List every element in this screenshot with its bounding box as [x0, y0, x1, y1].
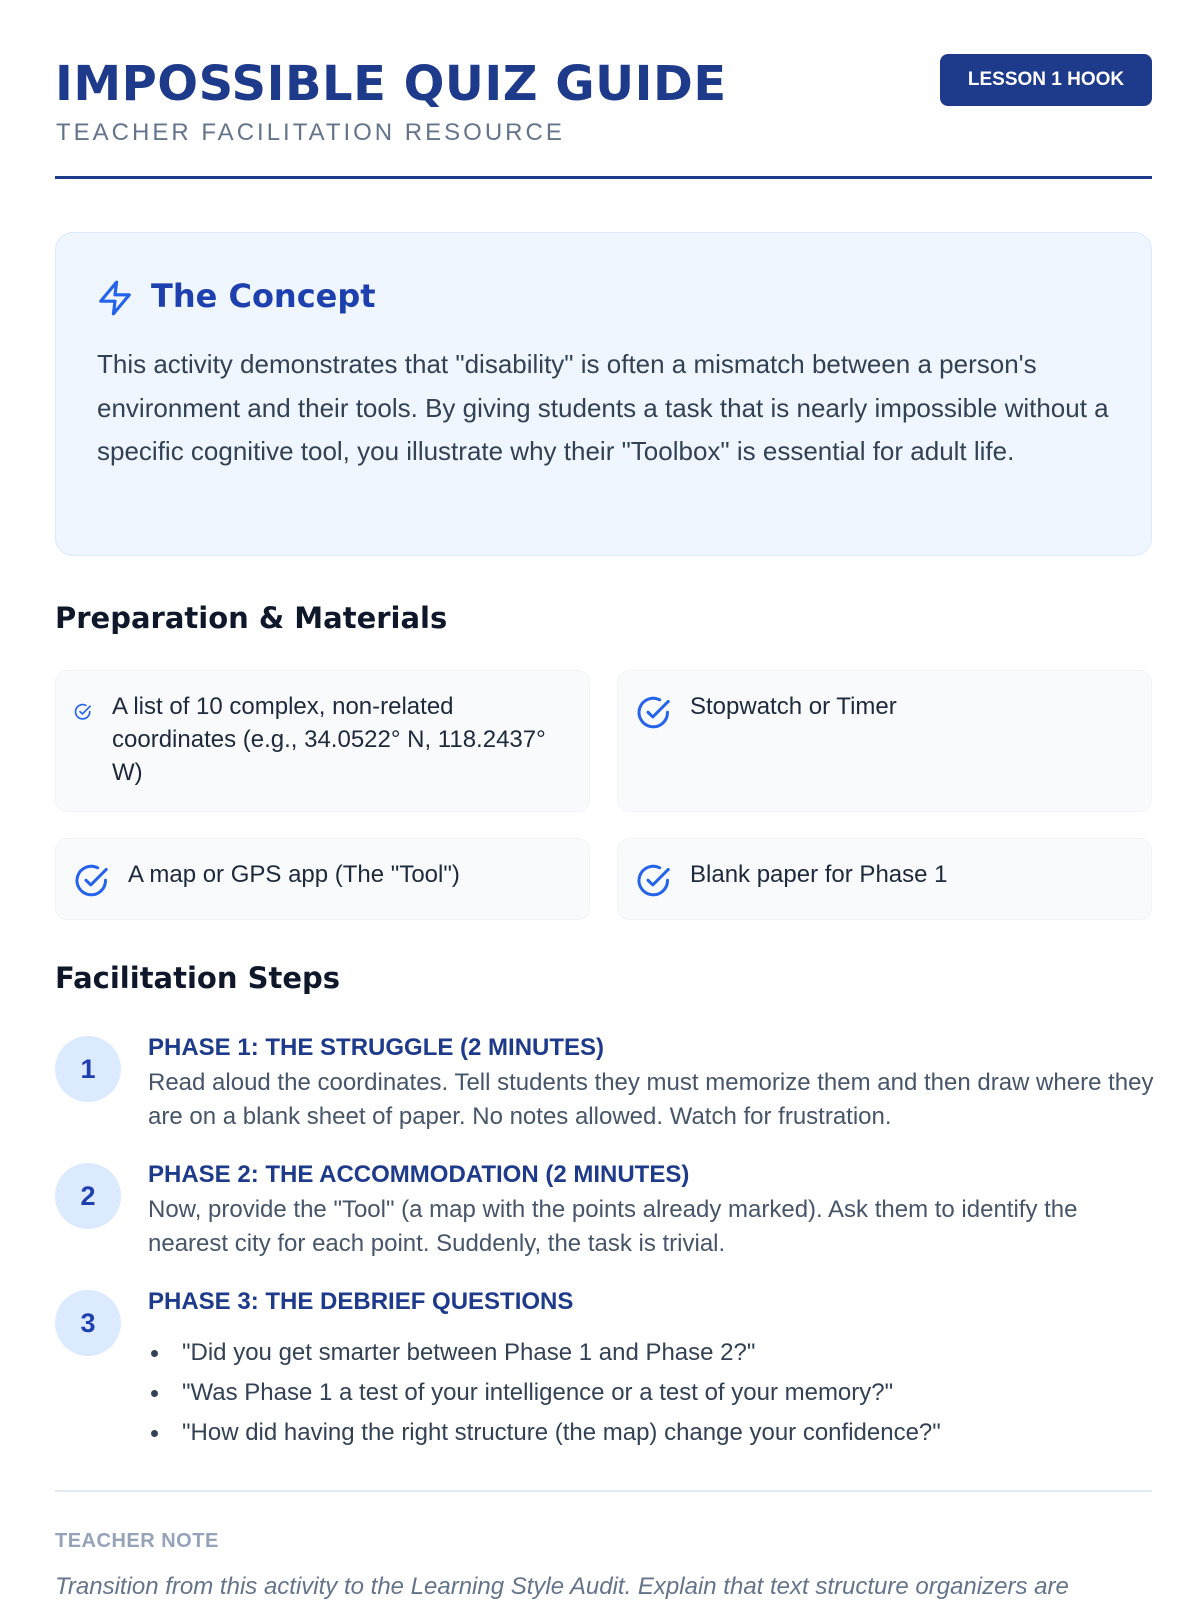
material-label: A list of 10 complex, non-related coordinates (e.g., 34.0522° N, 118.2437° W) — [112, 693, 546, 786]
lesson-badge: LESSON 1 HOOK — [940, 54, 1152, 106]
step-title: PHASE 3: THE DEBRIEF QUESTIONS — [148, 1288, 574, 1315]
concept-text: This activity demonstrates that "disability" is often a mismatch between a person's environment and their tools. By giving students a task that is nearly impossible without a specific cognitive tool, you illustrate why their "Toolbox" is essential for adult life. — [97, 349, 1109, 466]
page-header — [55, 52, 1152, 179]
teacher-note-text: Transition from this activity to the Learning Style Audit. Explain that text structure organizers are — [55, 1573, 1069, 1600]
material-item — [55, 838, 590, 920]
check-circle-icon — [636, 695, 672, 731]
teacher-note-label: TEACHER NOTE — [55, 1530, 219, 1552]
preparation-heading: Preparation & Materials — [55, 601, 448, 635]
step-number-badge: 1 — [55, 1036, 121, 1102]
concept-card — [55, 232, 1152, 556]
step-text: Now, provide the "Tool" (a map with the points already marked). Ask them to identify the nearest city for each point. Suddenly, the task is trivial. — [148, 1196, 1078, 1257]
page-subtitle: TEACHER FACILITATION RESOURCE — [56, 119, 565, 146]
check-circle-icon — [636, 863, 672, 899]
material-label: Blank paper for Phase 1 — [690, 861, 948, 888]
step-title: PHASE 1: THE STRUGGLE (2 MINUTES) — [148, 1034, 605, 1061]
debrief-question-list — [148, 1333, 1148, 1453]
step-title: PHASE 2: THE ACCOMMODATION (2 MINUTES) — [148, 1161, 690, 1188]
material-item — [55, 670, 590, 812]
step-number-badge: 2 — [55, 1163, 121, 1229]
material-item — [617, 838, 1152, 920]
step-text: Read aloud the coordinates. Tell students they must memorize them and then draw where they are on a blank sheet of paper. No notes allowed. Watch for frustration. — [148, 1069, 1154, 1130]
steps-heading: Facilitation Steps — [55, 961, 341, 995]
page-title: IMPOSSIBLE QUIZ GUIDE — [55, 56, 727, 112]
debrief-question: "How did having the right structure (the map) change your confidence?" — [148, 1413, 1148, 1453]
check-circle-icon — [74, 703, 92, 721]
step-number-badge: 3 — [55, 1290, 121, 1356]
concept-heading: The Concept — [151, 277, 376, 315]
debrief-question: "Did you get smarter between Phase 1 and Phase 2?" — [148, 1333, 1148, 1373]
material-label: A map or GPS app (The "Tool") — [128, 861, 460, 888]
lightning-bolt-icon — [96, 279, 134, 317]
section-divider — [55, 1490, 1152, 1492]
debrief-question: "Was Phase 1 a test of your intelligence or a test of your memory?" — [148, 1373, 1148, 1413]
check-circle-icon — [74, 863, 110, 899]
material-label: Stopwatch or Timer — [690, 693, 897, 720]
material-item — [617, 670, 1152, 812]
